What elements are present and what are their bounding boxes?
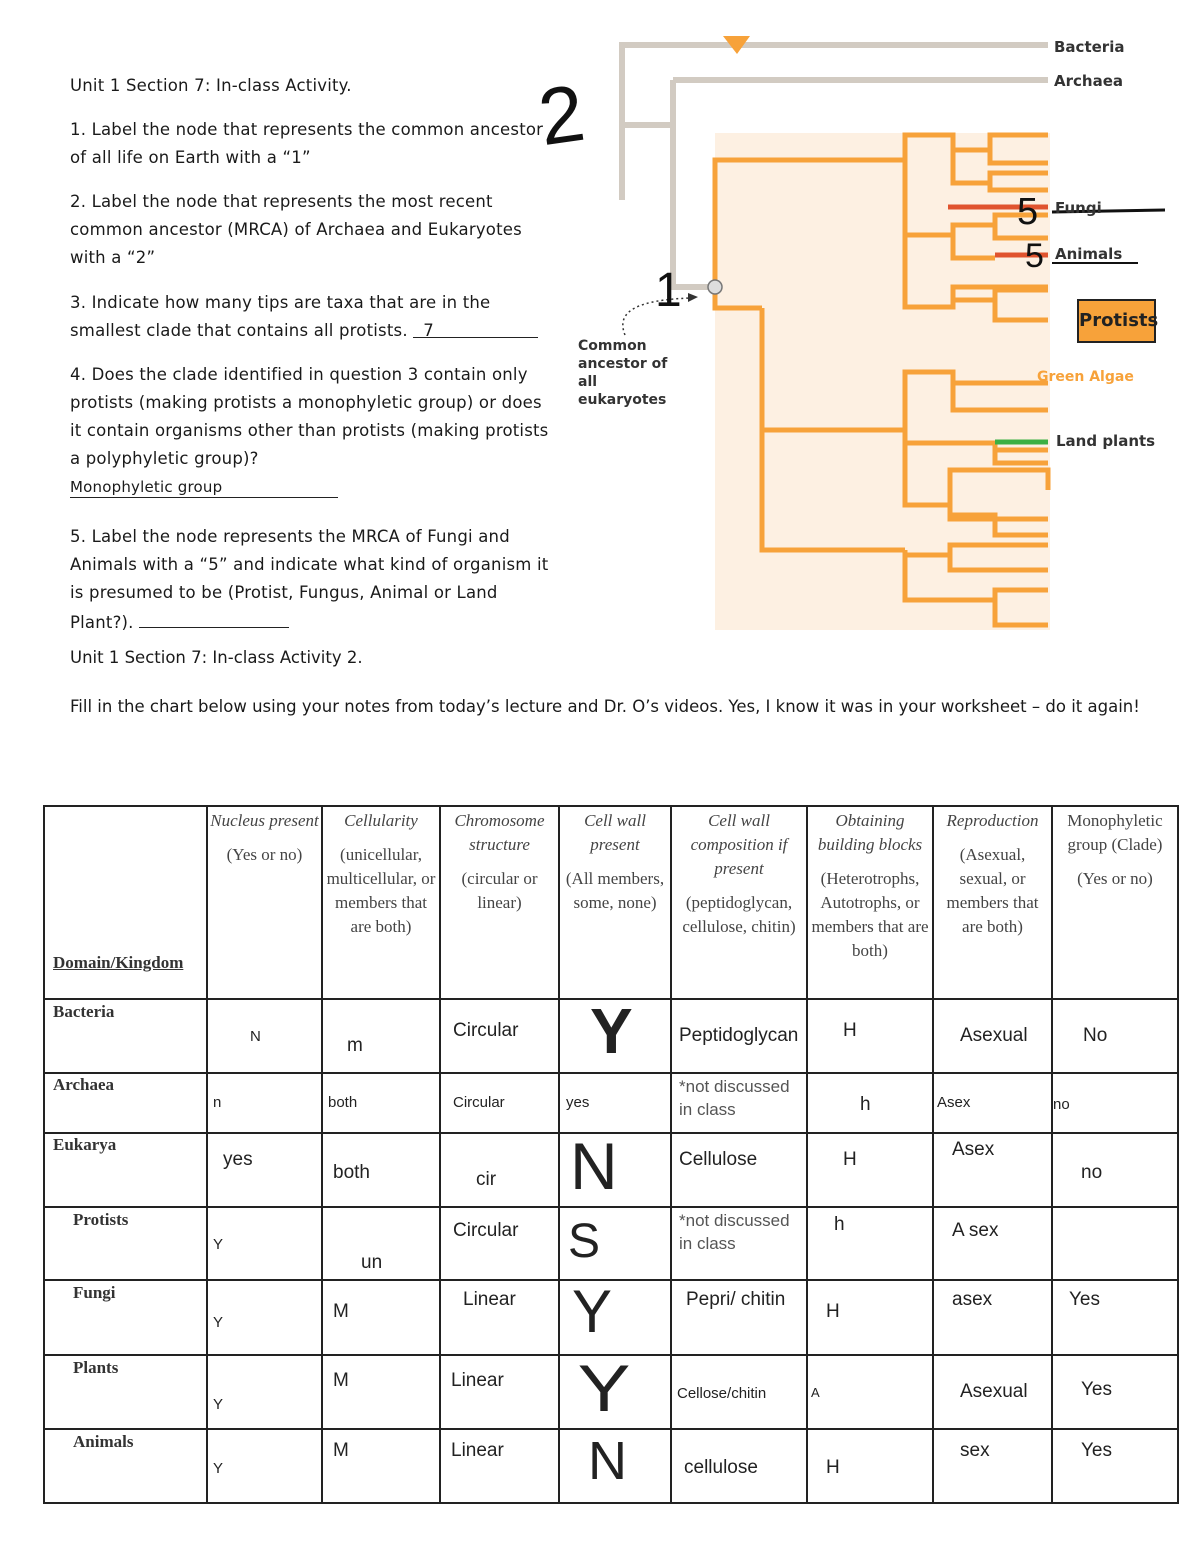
header-title: Cell wall composition if present — [690, 811, 788, 878]
question-5 — [70, 523, 550, 637]
row-label-cell — [44, 1073, 207, 1133]
row-label: Archaea — [53, 1075, 115, 1094]
header-title: Reproduction — [946, 811, 1039, 830]
answer-cell[interactable] — [322, 1133, 440, 1207]
answer-cell[interactable] — [322, 999, 440, 1073]
header-sub: (Asexual, sexual, or members that are both) — [946, 845, 1039, 936]
header-title: Monophyletic group (Clade) — [1067, 811, 1163, 854]
answer-text: N — [250, 1028, 261, 1045]
answer-cell[interactable] — [559, 1280, 671, 1355]
handwritten-mark-2: 2 — [533, 67, 590, 163]
label-animals: Animals — [1055, 245, 1123, 263]
answer-text: *not discussed in class — [679, 1211, 790, 1253]
answer-text: A sex — [952, 1220, 999, 1241]
answer-cell[interactable] — [671, 1073, 807, 1133]
answer-cell[interactable] — [671, 1355, 807, 1429]
answer-cell[interactable] — [1052, 999, 1178, 1073]
answer-cell[interactable] — [807, 1133, 933, 1207]
answer-cell[interactable] — [559, 1351, 671, 1429]
label-protists: Protists — [1079, 310, 1159, 331]
answer-text: Cellose/chitin — [677, 1385, 767, 1402]
answer-cell[interactable] — [807, 1280, 933, 1355]
answer-text: N — [570, 1129, 618, 1203]
answer-cell[interactable] — [671, 1280, 807, 1355]
table-row-plants — [44, 1355, 1178, 1429]
answer-cell[interactable] — [1052, 1133, 1178, 1207]
answer-cell[interactable] — [671, 1429, 807, 1503]
answer-text: Pepri/ chitin — [686, 1289, 786, 1310]
header-sub: (peptidoglycan, cellulose, chitin) — [682, 893, 796, 936]
table-header-row — [44, 806, 1178, 999]
answer-text: A — [811, 1385, 820, 1400]
answer-cell[interactable] — [207, 1073, 322, 1133]
header-title: Cellularity — [344, 811, 418, 830]
activity2-instructions: Fill in the chart below using your notes from today’s lecture and Dr. O’s videos. Yes, I know it was in your worksheet – do it again! — [70, 697, 1140, 716]
answer-text: Peptidoglycan — [679, 1025, 799, 1046]
answer-cell[interactable] — [671, 999, 807, 1073]
answer-text: asex — [952, 1289, 993, 1310]
table-row-animals — [44, 1429, 1178, 1503]
answer-cell[interactable] — [207, 1207, 322, 1280]
header-title: Obtaining building blocks — [817, 811, 923, 854]
table-row-protists — [44, 1207, 1178, 1280]
answer-text: Linear — [451, 1440, 504, 1461]
answer-text: n — [213, 1094, 222, 1111]
table-row-bacteria — [44, 999, 1178, 1073]
question-1: 1. Label the node that represents the common ancestor of all life on Earth with a “1” — [70, 120, 544, 167]
answer-cell[interactable] — [440, 1429, 559, 1503]
label-land-plants: Land plants — [1056, 432, 1156, 450]
answer-cell[interactable] — [559, 995, 671, 1073]
header-title: Cell wall present — [584, 811, 646, 854]
header-sub: (Yes or no) — [1077, 869, 1153, 888]
answer-text: yes — [566, 1094, 590, 1111]
answer-cell[interactable] — [559, 1073, 671, 1133]
answer-text: Cellulose — [679, 1149, 758, 1170]
answer-text: Y — [213, 1460, 224, 1477]
answer-cell[interactable] — [933, 1429, 1052, 1503]
answer-cell[interactable] — [440, 1355, 559, 1429]
answer-text: Asex — [937, 1094, 971, 1111]
answer-text: M — [333, 1440, 349, 1461]
table-row-eukarya — [44, 1133, 1178, 1207]
ancestor-arrowhead — [688, 293, 698, 302]
answer-cell[interactable] — [440, 1073, 559, 1133]
protists-box — [1077, 299, 1159, 343]
answer-cell[interactable] — [322, 1207, 440, 1280]
answer-cell[interactable] — [322, 1280, 440, 1355]
answer-text: Asexual — [960, 1025, 1028, 1046]
answer-text: H — [826, 1457, 840, 1478]
header-building-blocks — [807, 806, 933, 999]
corner-cell — [44, 806, 207, 999]
header-monophyletic — [1052, 806, 1178, 999]
header-sub: (All members, some, none) — [565, 869, 665, 912]
answer-cell[interactable] — [559, 1207, 671, 1280]
header-sub: (unicellular, multicellular, or members that are both) — [326, 845, 436, 936]
answer-cell[interactable] — [440, 999, 559, 1073]
answer-cell[interactable] — [440, 1280, 559, 1355]
answer-cell[interactable] — [440, 1207, 559, 1280]
answer-text: Linear — [463, 1289, 516, 1310]
classification-table — [43, 805, 1179, 1504]
answer-cell[interactable] — [1052, 1429, 1178, 1503]
answer-cell[interactable] — [933, 999, 1052, 1073]
answer-text: sex — [960, 1440, 990, 1461]
handwritten-mark-5a: 5 — [1017, 191, 1039, 233]
row-label: Bacteria — [53, 1002, 115, 1021]
answer-cell[interactable] — [559, 1429, 671, 1503]
question-3-text: 3. Indicate how many tips are taxa that are in the smallest clade that contains all protists. — [70, 293, 491, 340]
answer-text: yes — [223, 1149, 253, 1170]
table-row-archaea — [44, 1073, 1178, 1133]
row-label: Animals — [73, 1432, 134, 1451]
activity1-text — [70, 72, 550, 637]
answer-cell[interactable] — [671, 1133, 807, 1207]
header-chromosome — [440, 806, 559, 999]
label-common-ancestor: Common ancestor of all eukaryotes — [578, 338, 668, 408]
answer-cell[interactable] — [440, 1133, 559, 1207]
answer-text: cir — [476, 1169, 497, 1190]
answer-text: Y — [572, 1278, 613, 1345]
answer-text: both — [328, 1094, 358, 1111]
answer-text: Y — [590, 995, 633, 1067]
answer-text: Y — [213, 1236, 224, 1253]
row-label: Eukarya — [53, 1135, 117, 1154]
answer-text: Circular — [453, 1020, 519, 1041]
answer-text: h — [834, 1214, 845, 1235]
question-2: 2. Label the node that represents the most recent common ancestor (MRCA) of Archaea and Eukaryotes with a “2” — [70, 192, 522, 267]
handwritten-mark-5b: 5 — [1025, 237, 1044, 275]
label-fungi: Fungi — [1055, 199, 1102, 217]
header-title: Chromosome structure — [454, 811, 545, 854]
header-wall-composition — [671, 806, 807, 999]
row-label-cell — [44, 1355, 207, 1429]
answer-cell[interactable] — [807, 1207, 933, 1280]
answer-text: Asexual — [960, 1381, 1028, 1402]
answer-cell[interactable] — [207, 1133, 322, 1207]
answer-cell[interactable] — [933, 1355, 1052, 1429]
answer-text: M — [333, 1370, 349, 1391]
handwritten-mark-1: 1 — [655, 264, 682, 317]
answer-text: S — [568, 1215, 601, 1268]
header-sub: (Yes or no) — [226, 845, 303, 864]
answer-text: Linear — [451, 1370, 504, 1391]
answer-text: Y — [577, 1351, 631, 1425]
row-label-cell — [44, 1207, 207, 1280]
question-4-answer: Monophyletic group — [70, 478, 223, 496]
question-4: 4. Does the clade identified in question 3 contain only protists (making protists a monophyletic group) or does it contain organisms other than protists (making protists a polyphyletic group)? — [70, 365, 549, 468]
activity2-title: Unit 1 Section 7: In-class Activity 2. — [70, 648, 363, 667]
header-sub: (Heterotrophs, Autotrophs, or members that are both) — [811, 869, 929, 960]
row-label: Protists — [73, 1210, 129, 1229]
answer-cell[interactable] — [1052, 1280, 1178, 1355]
question-3-answer: 7 — [423, 321, 434, 340]
answer-text: Yes — [1081, 1379, 1112, 1400]
answer-cell[interactable] — [322, 1355, 440, 1429]
answer-text: m — [347, 1035, 363, 1056]
answer-text: Circular — [453, 1094, 505, 1111]
header-nucleus — [207, 806, 322, 999]
answer-text: Y — [213, 1314, 224, 1331]
answer-text: un — [361, 1252, 383, 1273]
answer-cell[interactable] — [207, 1280, 322, 1355]
answer-cell[interactable] — [933, 1133, 1052, 1207]
answer-cell[interactable] — [1052, 1073, 1178, 1133]
answer-cell[interactable] — [1052, 1207, 1178, 1280]
answer-text: both — [333, 1162, 370, 1183]
row-label: Plants — [73, 1358, 119, 1377]
header-sub: (circular or linear) — [461, 869, 538, 912]
answer-text: No — [1083, 1025, 1108, 1046]
answer-text: h — [860, 1094, 871, 1115]
label-archaea: Archaea — [1054, 72, 1123, 90]
row-label: Fungi — [73, 1283, 116, 1302]
label-green-algae: Green Algae — [1037, 369, 1134, 385]
eukaryote-ancestor-node — [708, 280, 722, 294]
answer-text: H — [843, 1020, 857, 1041]
answer-cell[interactable] — [1052, 1355, 1178, 1429]
answer-text: N — [588, 1431, 627, 1491]
answer-cell[interactable] — [322, 1429, 440, 1503]
answer-text: *not discussed in class — [679, 1077, 790, 1119]
label-bacteria: Bacteria — [1054, 38, 1125, 56]
answer-cell[interactable] — [933, 1073, 1052, 1133]
answer-text: H — [843, 1149, 857, 1170]
answer-cell[interactable] — [807, 1073, 933, 1133]
row-label-cell — [44, 1429, 207, 1503]
answer-cell[interactable] — [933, 1280, 1052, 1355]
question-4-answer-line — [70, 473, 550, 501]
question-5-answer-blank[interactable] — [139, 607, 289, 628]
answer-text: M — [333, 1301, 349, 1322]
answer-text: no — [1053, 1096, 1070, 1113]
answer-cell[interactable] — [807, 1355, 933, 1429]
row-label-cell — [44, 1280, 207, 1355]
answer-cell[interactable] — [933, 1207, 1052, 1280]
row-label-cell — [44, 999, 207, 1073]
answer-text: Yes — [1081, 1440, 1112, 1461]
corner-label: Domain/Kingdom — [53, 953, 184, 972]
answer-text: Y — [213, 1396, 224, 1413]
question-5-text: 5. Label the node represents the MRCA of Fungi and Animals with a “5” and indicate what kind of organism it is presumed to be (Protist, Fungus, Animal or Land Plant?). — [70, 527, 549, 632]
answer-cell[interactable] — [807, 999, 933, 1073]
answer-cell[interactable] — [807, 1429, 933, 1503]
answer-cell[interactable] — [559, 1129, 671, 1207]
answer-cell[interactable] — [671, 1207, 807, 1280]
answer-text: Circular — [453, 1220, 519, 1241]
answer-text: Yes — [1069, 1289, 1100, 1310]
question-3-answer-blank[interactable] — [413, 317, 538, 338]
table-row-fungi — [44, 1280, 1178, 1355]
answer-text: cellulose — [684, 1457, 758, 1478]
answer-text: no — [1081, 1162, 1103, 1183]
header-cell-wall — [559, 806, 671, 999]
activity1-title: Unit 1 Section 7: In-class Activity. — [70, 76, 352, 95]
answer-cell[interactable] — [322, 1073, 440, 1133]
answer-cell[interactable] — [207, 1355, 322, 1429]
question-3 — [70, 289, 550, 345]
answer-text: H — [826, 1301, 840, 1322]
answer-text: Asex — [952, 1139, 995, 1160]
question-4-answer-blank[interactable] — [70, 477, 338, 498]
header-title: Nucleus present — [210, 811, 319, 830]
answer-cell[interactable] — [207, 1429, 322, 1503]
row-label-cell — [44, 1133, 207, 1207]
answer-cell[interactable] — [207, 999, 322, 1073]
header-reproduction — [933, 806, 1052, 999]
header-cellularity — [322, 806, 440, 999]
